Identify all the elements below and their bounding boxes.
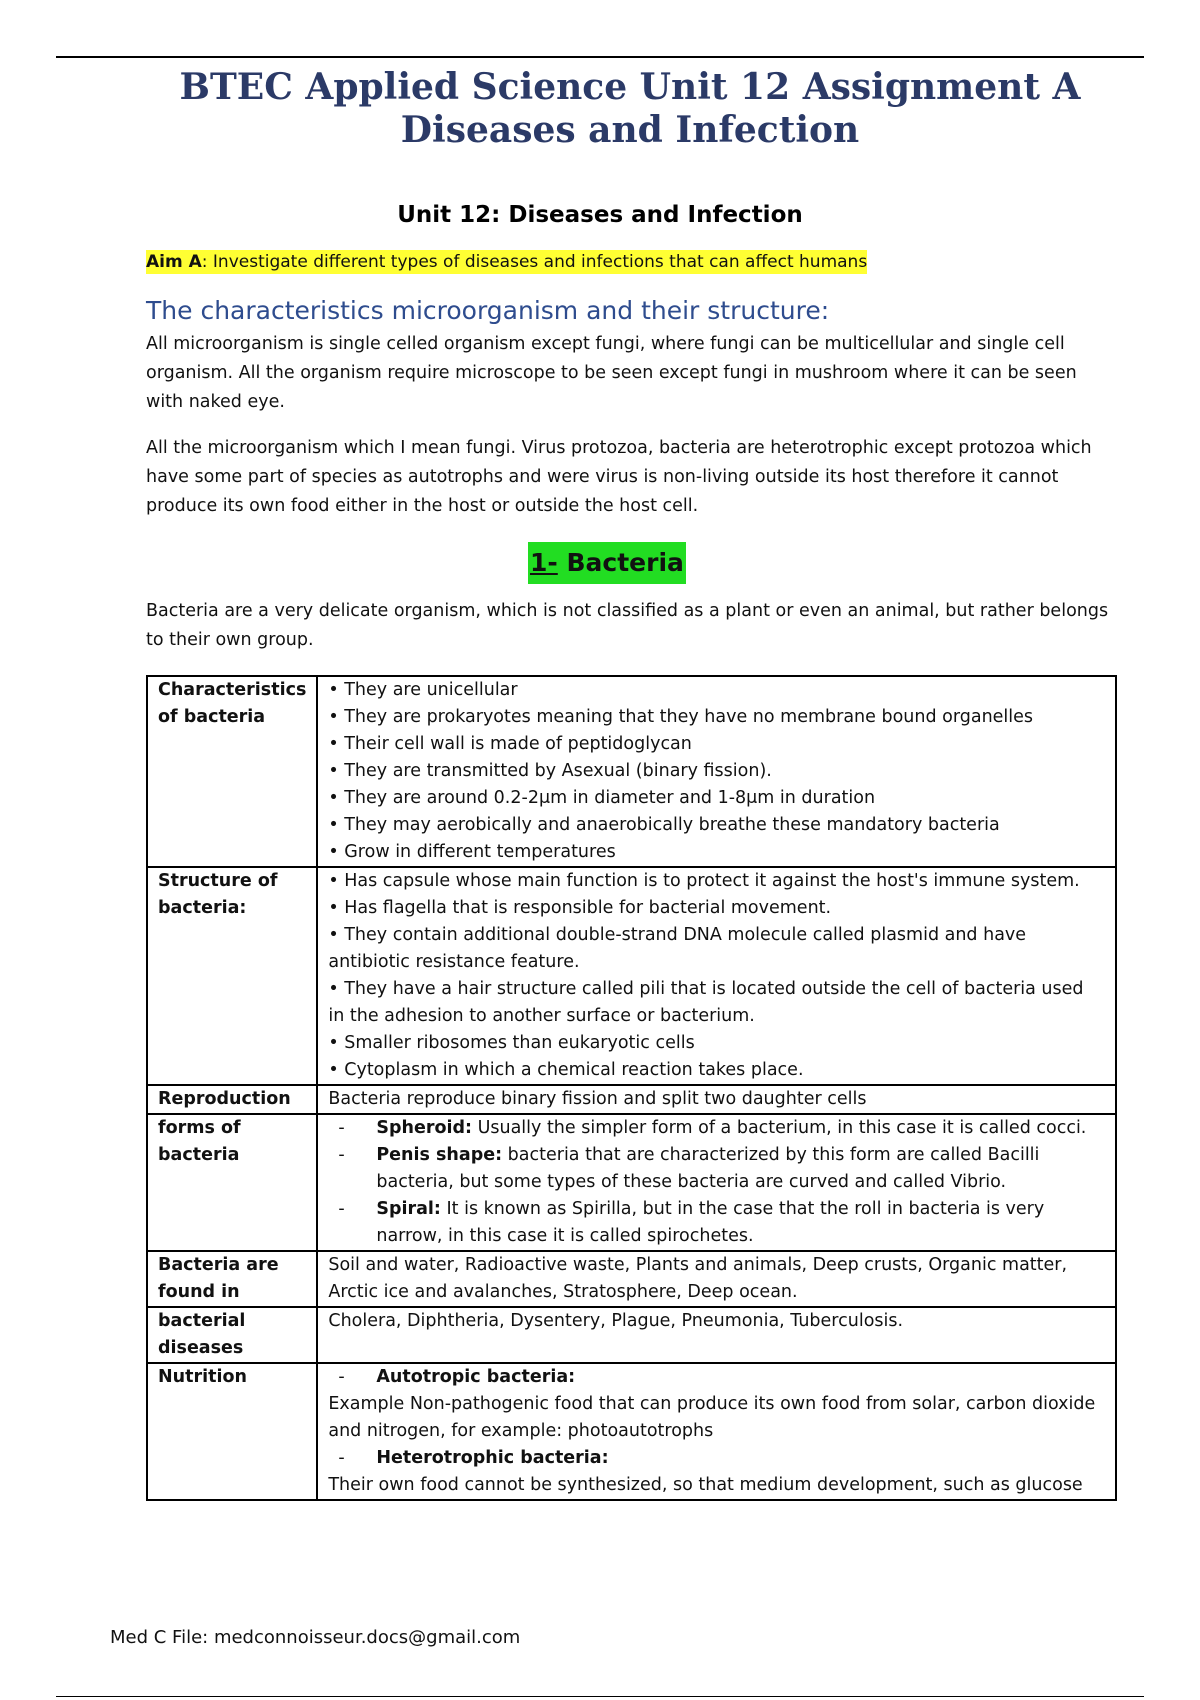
list-item: • Grow in different temperatures xyxy=(328,842,616,862)
dash-marker: - xyxy=(338,1367,345,1387)
intro-paragraph-2: All the microorganism which I mean fungi. Virus protozoa, bacteria are heterotrophic except protozoa which have some part of species as autotrophs and were virus is non-living outside its host therefore it cannot produce its own food either in the host or outside the host cell. xyxy=(146,438,1092,516)
aim-statement xyxy=(146,252,1116,272)
list-item: • They contain additional double-strand DNA molecule called plasmid and have antibiotic resistance feature. xyxy=(328,925,1027,972)
form-term: Spiral: xyxy=(376,1199,441,1219)
dash-marker: - xyxy=(338,1145,345,1165)
bacteria-paragraph: Bacteria are a very delicate organism, which is not classified as a plant or even an animal, but rather belongs to their own group. xyxy=(146,601,1109,650)
aim-text: : Investigate different types of diseases and infections that can affect humans xyxy=(201,252,868,272)
list-item: • They are prokaryotes meaning that they have no membrane bound organelles xyxy=(328,707,1034,727)
row-label: Characteristics of bacteria xyxy=(147,676,317,867)
aim-highlight xyxy=(146,250,867,274)
form-description: Usually the simpler form of a bacterium, in this case it is called cocci. xyxy=(472,1118,1087,1138)
list-item: • They are around 0.2-2μm in diameter and 1-8μm in duration xyxy=(328,788,876,808)
table-row xyxy=(147,1307,1116,1363)
footer-contact: Med C File: medconnoisseur.docs@gmail.com xyxy=(110,1627,521,1648)
bacteria-heading-number: 1- xyxy=(530,548,558,577)
list-item: • They may aerobically and anaerobically breathe these mandatory bacteria xyxy=(328,815,1000,835)
forms-list xyxy=(317,1114,1116,1251)
bacteria-heading-title: Bacteria xyxy=(557,548,684,577)
nutrition-subheading xyxy=(328,1445,1105,1472)
list-item xyxy=(328,1142,1105,1196)
list-item: • Cytoplasm in which a chemical reaction takes place. xyxy=(328,1060,804,1080)
aim-label: Aim A xyxy=(146,252,202,272)
row-label: forms of bacteria xyxy=(147,1114,317,1251)
table-row xyxy=(147,1114,1116,1251)
top-rule xyxy=(56,56,1144,58)
section-heading: The characteristics microorganism and their structure: xyxy=(146,296,830,325)
table-row xyxy=(147,1085,1116,1114)
nutrition-cell xyxy=(317,1363,1116,1500)
intro-paragraph-1: All microorganism is single celled organism except fungi, where fungi can be multicellular and single cell organism. All the organism require microscope to be seen except fungi in mushroom where it can be seen with naked eye. xyxy=(146,334,1077,412)
bacteria-table xyxy=(146,675,1117,1501)
list-item: • They are transmitted by Asexual (binary fission). xyxy=(328,761,772,781)
dash-marker: - xyxy=(338,1118,345,1138)
dash-marker: - xyxy=(338,1199,345,1219)
row-label: Bacteria are found in xyxy=(147,1251,317,1307)
found-in-text: Soil and water, Radioactive waste, Plants and animals, Deep crusts, Organic matter, Arctic ice and avalanches, Stratosphere, Deep ocean. xyxy=(317,1251,1116,1307)
row-label: Nutrition xyxy=(147,1363,317,1500)
heterotrophic-title: Heterotrophic bacteria: xyxy=(376,1448,609,1468)
bacteria-heading xyxy=(528,542,686,584)
nutrition-subheading xyxy=(328,1364,1105,1391)
autotrophic-title: Autotropic bacteria: xyxy=(376,1367,576,1387)
list-item: • Has flagella that is responsible for bacterial movement. xyxy=(328,898,832,918)
form-description: It is known as Spirilla, but in the case that the roll in bacteria is very narrow, in this case it is called spirochetes. xyxy=(376,1199,1045,1246)
heterotrophic-text: Their own food cannot be synthesized, so that medium development, such as glucose xyxy=(328,1475,1083,1495)
row-label: Structure of bacteria: xyxy=(147,867,317,1085)
list-item: • Smaller ribosomes than eukaryotic cells xyxy=(328,1033,695,1053)
table-row xyxy=(147,1251,1116,1307)
reproduction-text: Bacteria reproduce binary fission and split two daughter cells xyxy=(317,1085,1116,1114)
document-title xyxy=(0,66,1200,152)
table-row xyxy=(147,1363,1116,1500)
list-item xyxy=(328,1115,1105,1142)
form-term: Spheroid: xyxy=(376,1118,472,1138)
list-item: • Their cell wall is made of peptidoglycan xyxy=(328,734,692,754)
table-row xyxy=(147,867,1116,1085)
list-item: • They have a hair structure called pili that is located outside the cell of bacteria used in the adhesion to another surface or bacterium. xyxy=(328,979,1084,1026)
row-label: bacterial diseases xyxy=(147,1307,317,1363)
structure-list xyxy=(317,867,1116,1085)
title-line-2: Diseases and Infection xyxy=(400,109,860,151)
table-row xyxy=(147,676,1116,867)
unit-heading: Unit 12: Diseases and Infection xyxy=(397,202,803,228)
list-item: • Has capsule whose main function is to protect it against the host's immune system. xyxy=(328,871,1080,891)
list-item xyxy=(328,1196,1105,1250)
autotrophic-text: Example Non-pathogenic food that can produce its own food from solar, carbon dioxide and nitrogen, for example: photoautotrophs xyxy=(328,1394,1096,1441)
form-term: Penis shape: xyxy=(376,1145,503,1165)
list-item: • They are unicellular xyxy=(328,680,518,700)
characteristics-list xyxy=(317,676,1116,867)
dash-marker: - xyxy=(338,1448,345,1468)
bottom-rule xyxy=(56,1696,1144,1697)
row-label: Reproduction xyxy=(147,1085,317,1114)
title-line-1: BTEC Applied Science Unit 12 Assignment A xyxy=(179,66,1081,108)
diseases-text: Cholera, Diphtheria, Dysentery, Plague, Pneumonia, Tuberculosis. xyxy=(317,1307,1116,1363)
form-description: bacteria that are characterized by this form are called Bacilli bacteria, but some types of these bacteria are curved and called Vibrio. xyxy=(376,1145,1040,1192)
